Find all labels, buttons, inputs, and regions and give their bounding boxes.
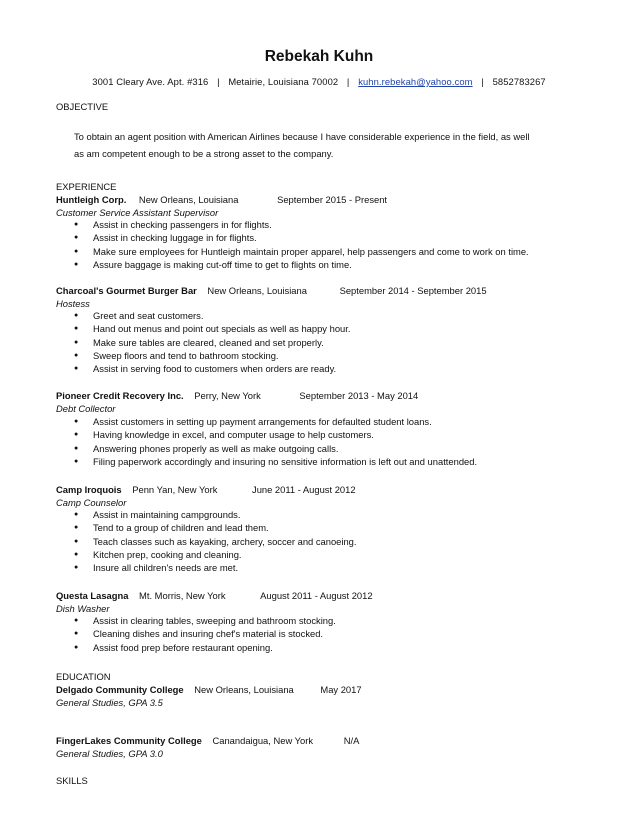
list-item: ● Assist in checking passengers in for flights. <box>56 218 529 231</box>
list-item: ● Assist in serving food to customers when orders are ready. <box>56 362 350 375</box>
list-item: ● Make sure employees for Huntleigh maintain proper apparel, help passengers and come to work on time. <box>56 245 529 258</box>
job-dates: September 2015 - Present <box>277 194 388 205</box>
job-location: New Orleans, Louisiana <box>207 285 307 296</box>
list-item: ● Teach classes such as kayaking, archery, soccer and canoeing. <box>56 535 357 548</box>
list-item: ● Filing paperwork accordingly and insuring no sensitive information is left out and unattended. <box>56 455 477 468</box>
separator: | <box>481 76 484 87</box>
separator: | <box>346 76 350 87</box>
separator: | <box>217 76 220 87</box>
resume-name: Rebekah Kuhn <box>264 48 374 65</box>
job-company: Huntleigh Corp. <box>56 194 127 205</box>
address: 3001 Cleary Ave. Apt. #316 <box>92 76 209 87</box>
job-role: Dish Washer <box>56 603 110 614</box>
list-item: ● Tend to a group of children and lead them. <box>56 521 357 534</box>
list-item: ● Assist in checking luggage in for flights. <box>56 231 529 244</box>
job-duties <box>56 614 336 654</box>
list-item: ● Assist in maintaining campgrounds. <box>56 508 357 521</box>
job-header <box>56 484 356 495</box>
contact-line <box>0 76 638 87</box>
job-role: Hostess <box>56 298 90 309</box>
list-item: ● Sweep floors and tend to bathroom stocking. <box>56 349 350 362</box>
job-duties <box>56 508 357 574</box>
list-item: ● Answering phones properly as well as make outgoing calls. <box>56 442 477 455</box>
job-dates: September 2013 - May 2014 <box>299 390 419 401</box>
job-dates: September 2014 - September 2015 <box>339 285 487 296</box>
job-duties <box>56 218 529 271</box>
list-item: ● Cleaning dishes and insuring chef's material is stocked. <box>56 627 336 640</box>
objective-heading: OBJECTIVE <box>56 101 109 112</box>
job-location: Penn Yan, New York <box>132 484 218 495</box>
skills-heading: SKILLS <box>56 775 88 786</box>
school-detail: General Studies, GPA 3.0 <box>56 748 163 759</box>
job-company: Pioneer Credit Recovery Inc. <box>56 390 184 401</box>
list-item: ● Having knowledge in excel, and computer usage to help customers. <box>56 428 477 441</box>
job-location: New Orleans, Louisiana <box>138 194 239 205</box>
job-company: Charcoal's Gourmet Burger Bar <box>56 285 197 296</box>
job-header <box>56 590 373 601</box>
school-location: New Orleans, Louisiana <box>194 684 294 695</box>
school-date: May 2017 <box>320 684 362 695</box>
job-dates: August 2011 - August 2012 <box>260 590 373 601</box>
job-duties <box>56 415 477 468</box>
job-company: Questa Lasagna <box>56 590 129 601</box>
school-date: N/A <box>343 735 360 746</box>
school-header <box>56 684 362 695</box>
school-detail: General Studies, GPA 3.5 <box>56 697 163 708</box>
objective-line-1: To obtain an agent position with American Airlines because I have considerable experience in the field, as well <box>74 131 530 142</box>
school-name: Delgado Community College <box>56 684 184 695</box>
list-item: ● Insure all children's needs are met. <box>56 561 357 574</box>
city: Metairie, Louisiana 70002 <box>228 76 339 87</box>
job-role: Debt Collector <box>56 403 116 414</box>
job-duties <box>56 309 350 375</box>
job-dates: June 2011 - August 2012 <box>252 484 356 495</box>
school-location: Canandaigua, New York <box>212 735 314 746</box>
job-header <box>56 194 387 205</box>
list-item: ● Assist in clearing tables, sweeping and bathroom stocking. <box>56 614 336 627</box>
phone: 5852783267 <box>492 76 546 87</box>
job-location: Perry, New York <box>194 390 261 401</box>
job-role: Camp Counselor <box>56 497 127 508</box>
job-header <box>56 285 487 296</box>
list-item: ● Greet and seat customers. <box>56 309 350 322</box>
job-location: Mt. Morris, New York <box>139 590 226 601</box>
experience-heading: EXPERIENCE <box>56 181 117 192</box>
list-item: ● Assist customers in setting up payment arrangements for defaulted student loans. <box>56 415 477 428</box>
list-item: ● Assure baggage is making cut-off time to get to flights on time. <box>56 258 529 271</box>
education-heading: EDUCATION <box>56 671 111 682</box>
objective-line-2: as am competent enough to be a strong asset to the company. <box>74 148 334 159</box>
list-item: ● Assist food prep before restaurant opening. <box>56 641 336 654</box>
job-company: Camp Iroquois <box>56 484 122 495</box>
school-name: FingerLakes Community College <box>56 735 202 746</box>
job-role: Customer Service Assistant Supervisor <box>56 207 219 218</box>
email-link[interactable]: kuhn.rebekah@yahoo.com <box>358 76 473 87</box>
job-header <box>56 390 418 401</box>
list-item: ● Hand out menus and point out specials as well as happy hour. <box>56 322 350 335</box>
list-item: ● Make sure tables are cleared, cleaned and set properly. <box>56 336 350 349</box>
list-item: ● Kitchen prep, cooking and cleaning. <box>56 548 357 561</box>
school-header <box>56 735 359 746</box>
